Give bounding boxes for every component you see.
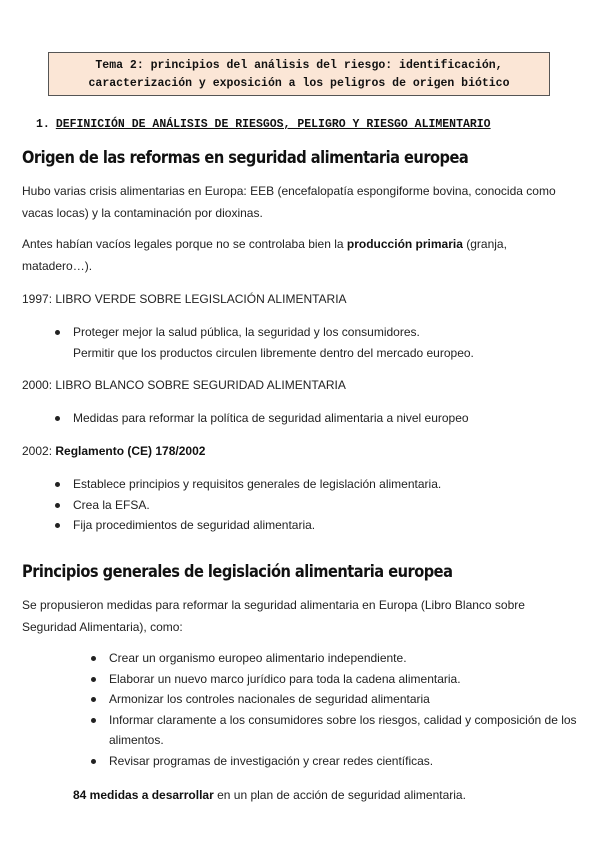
list-item: Armonizar los controles nacionales de seguridad alimentaria [109,689,581,710]
principios-heading: Principios generales de legislación alimentaria europea [22,562,453,582]
topic-title-box [48,52,550,96]
closing-bold: 84 medidas a desarrollar [73,788,214,802]
list-item: Crear un organismo europeo alimentario independiente. [109,648,581,669]
list-item: Revisar programas de investigación y crear redes científicas. [109,751,581,772]
closing-text: en un plan de acción de seguridad alimentaria. [213,788,466,802]
section-title: DEFINICIÓN DE ANÁLISIS DE RIESGOS, PELIGRO Y RIESGO ALIMENTARIO [55,118,491,131]
y1997-bullet-list [73,322,474,363]
y1997-bullet-text-1: Proteger mejor la salud pública, la seguridad y los consumidores. [73,325,420,339]
year-2000-line: 2000: LIBRO BLANCO SOBRE SEGURIDAD ALIMENTARIA [22,378,346,392]
year-2002-prefix: 2002: [22,444,56,458]
paragraph-2-text: Antes habían vacíos legales porque no se controlaba bien la [22,237,347,251]
list-item: Fija procedimientos de seguridad alimentaria. [73,515,441,536]
list-item: Elaborar un nuevo marco jurídico para toda la cadena alimentaria. [109,669,581,690]
section-heading [36,118,491,131]
origen-paragraph-1: Hubo varias crisis alimentarias en Europa: EEB (encefalopatía espongiforme bovina, conocida como vacas locas) y la contaminación por dioxinas. [22,184,556,220]
y2002-bullet-list [73,474,441,536]
y1997-bullet-text-2: Permitir que los productos circulen libremente dentro del mercado europeo. [73,345,474,360]
list-item: Medidas para reformar la política de seguridad alimentaria a nivel europeo [73,408,469,429]
year-1997-line: 1997: LIBRO VERDE SOBRE LEGISLACIÓN ALIMENTARIA [22,292,347,306]
paragraph-2-bold: producción primaria [346,237,463,251]
principios-bullet-list [109,648,581,771]
list-item: Informar claramente a los consumidores sobre los riesgos, calidad y composición de los alimentos. [109,710,581,751]
topic-title-line-2: caracterización y exposición a los peligros de origen biótico [88,77,510,90]
principios-intro: Se propusieron medidas para reformar la seguridad alimentaria en Europa (Libro Blanco sobre Seguridad Alimentaria), como: [22,598,525,634]
y2000-bullet-list [73,408,469,429]
origen-heading: Origen de las reformas en seguridad alimentaria europea [22,148,469,168]
origen-paragraph-2 [22,233,570,277]
paragraph-2-text-end: (granja, matadero…). [22,237,507,273]
section-number: 1. [36,118,50,131]
list-item: Establece principios y requisitos generales de legislación alimentaria. [73,474,441,495]
reglamento-bold: Reglamento (CE) 178/2002 [55,444,206,458]
list-item: Crea la EFSA. [73,495,441,516]
topic-title-line-1: Tema 2: principios del análisis del riesgo: identificación, [95,59,503,72]
list-item [73,322,474,363]
year-2002-line [22,444,205,458]
closing-line [73,788,466,802]
